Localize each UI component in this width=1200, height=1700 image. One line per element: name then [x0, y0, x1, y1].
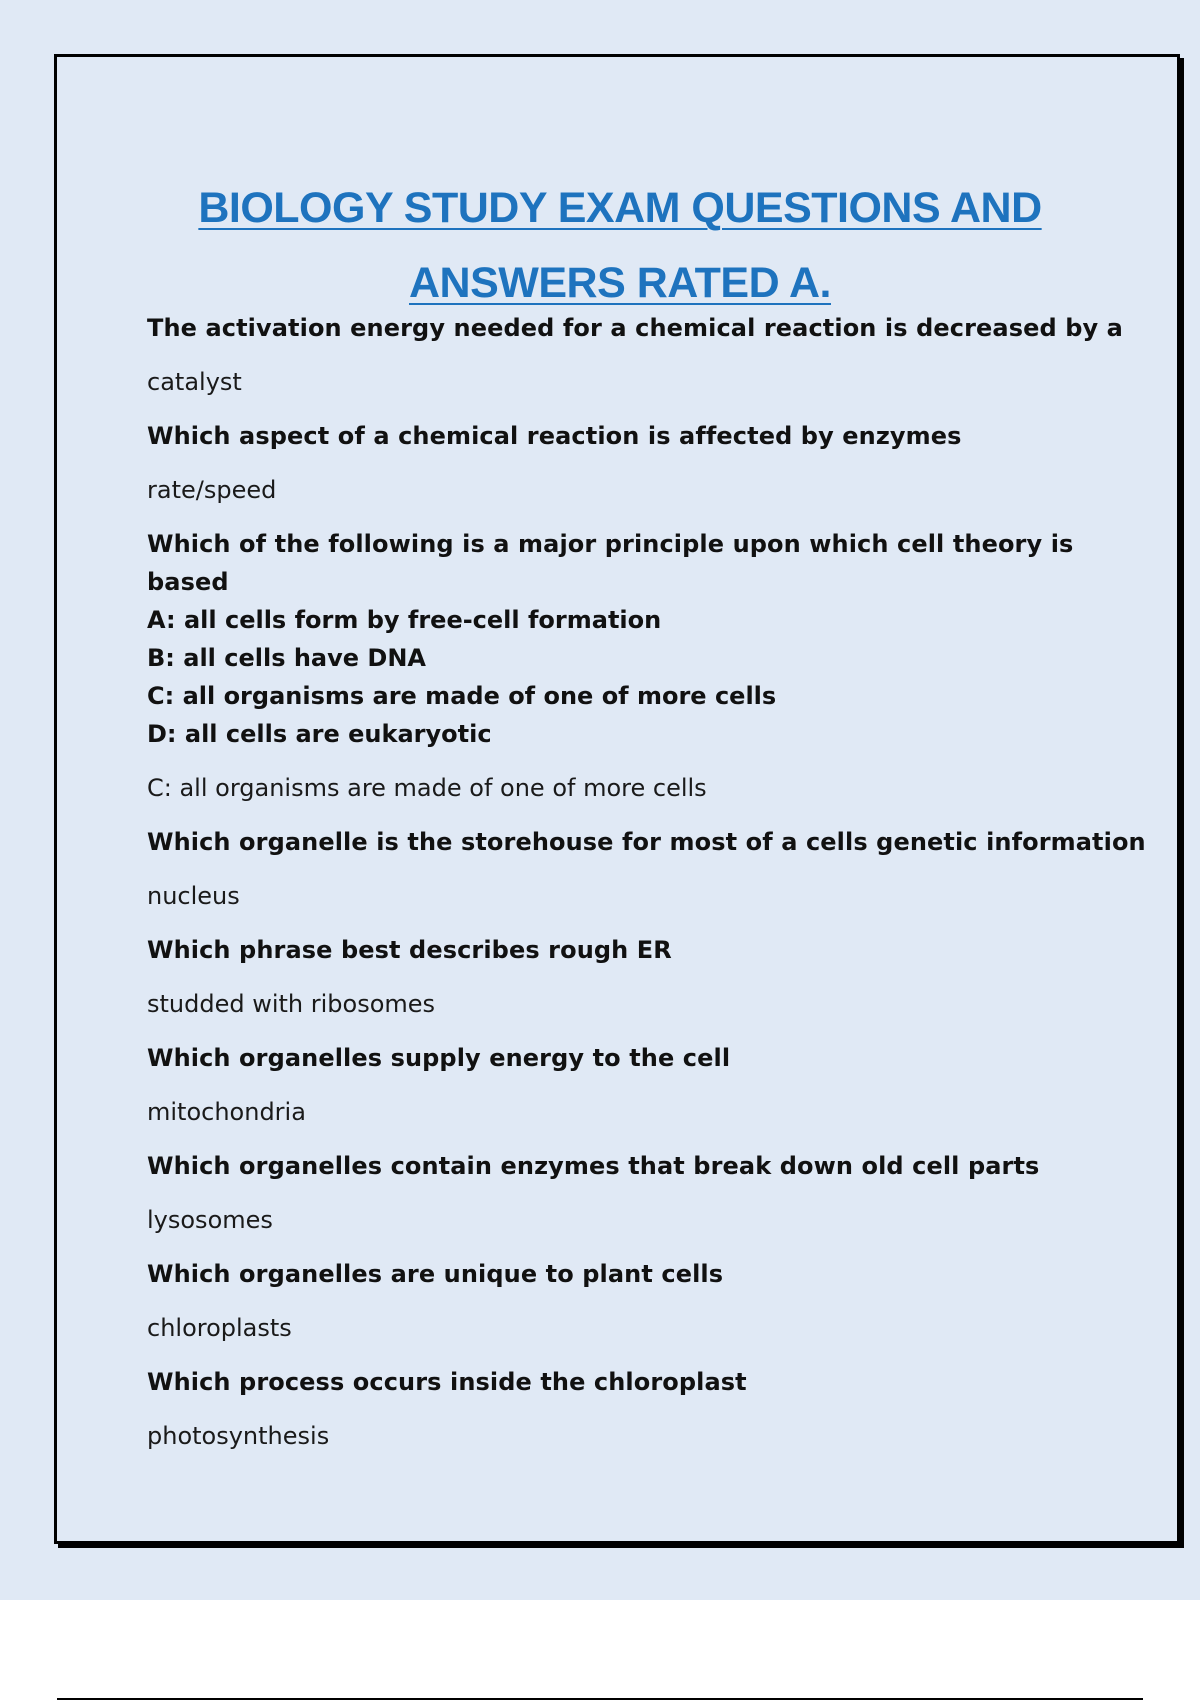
- answer-2: rate/speed: [147, 476, 277, 504]
- question-2: Which aspect of a chemical reaction is affected by enzymes: [147, 422, 962, 450]
- answer-8: chloroplasts: [147, 1314, 292, 1342]
- question-7: Which organelles contain enzymes that break down old cell parts: [147, 1152, 1040, 1180]
- question-3-option-a: A: all cells form by free-cell formation: [147, 606, 662, 634]
- document-title-line-1: BIOLOGY STUDY EXAM QUESTIONS AND: [198, 184, 1042, 232]
- question-3-option-c: C: all organisms are made of one of more cells: [147, 682, 777, 710]
- answer-9: photosynthesis: [147, 1422, 330, 1450]
- question-3: Which of the following is a major principle upon which cell theory is based: [147, 530, 1074, 596]
- document-frame: [54, 54, 1180, 1544]
- answer-3: C: all organisms are made of one of more cells: [147, 774, 707, 802]
- question-3-option-b: B: all cells have DNA: [147, 644, 426, 672]
- question-1: The activation energy needed for a chemical reaction is decreased by a: [147, 314, 1123, 342]
- qa-list: [147, 309, 1147, 1471]
- question-9: Which process occurs inside the chloroplast: [147, 1368, 747, 1396]
- document-title-line-2: ANSWERS RATED A.: [409, 259, 831, 307]
- answer-4: nucleus: [147, 882, 240, 910]
- question-3-option-d: D: all cells are eukaryotic: [147, 720, 492, 748]
- question-6: Which organelles supply energy to the cell: [147, 1044, 731, 1072]
- answer-1: catalyst: [147, 368, 242, 396]
- answer-7: lysosomes: [147, 1206, 273, 1234]
- question-8: Which organelles are unique to plant cells: [147, 1260, 724, 1288]
- question-5: Which phrase best describes rough ER: [147, 936, 672, 964]
- question-4: Which organelle is the storehouse for most of a cells genetic information: [147, 828, 1146, 856]
- answer-6: mitochondria: [147, 1098, 306, 1126]
- answer-5: studded with ribosomes: [147, 990, 436, 1018]
